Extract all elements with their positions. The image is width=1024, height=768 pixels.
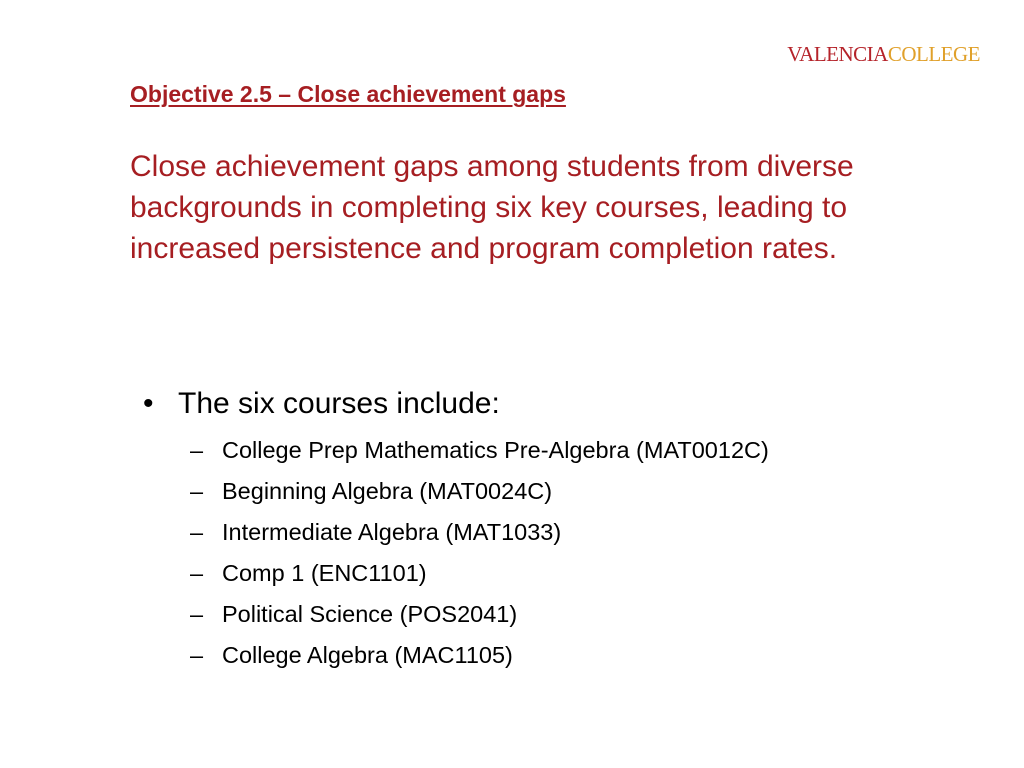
dash-icon: – <box>190 560 204 586</box>
dash-icon: – <box>190 601 204 627</box>
course-label: College Algebra (MAC1105) <box>222 642 513 668</box>
logo-text-college: COLLEGE <box>887 42 980 66</box>
valencia-college-logo <box>787 42 980 66</box>
bullet-icon: • <box>143 387 154 420</box>
course-label: Comp 1 (ENC1101) <box>222 560 427 586</box>
bullet-intro-text: The six courses include: <box>178 387 500 420</box>
course-item-pre-algebra <box>143 430 963 471</box>
course-item-comp-1 <box>143 553 963 594</box>
logo-text-valencia: VALENCIA <box>787 42 888 66</box>
course-label: College Prep Mathematics Pre-Algebra (MAT0012C) <box>222 437 769 463</box>
course-label: Beginning Algebra (MAT0024C) <box>222 478 553 504</box>
course-item-beginning-algebra <box>143 471 963 512</box>
dash-icon: – <box>190 437 204 463</box>
sublist-container <box>143 430 963 676</box>
slide-heading: Objective 2.5 – Close achievement gaps <box>130 81 566 107</box>
course-label: Political Science (POS2041) <box>222 601 518 627</box>
dash-icon: – <box>190 519 204 545</box>
dash-icon: – <box>190 478 204 504</box>
course-label: Intermediate Algebra (MAT1033) <box>222 519 562 545</box>
course-bullet-list <box>143 384 963 676</box>
dash-icon: – <box>190 642 204 668</box>
course-item-intermediate-algebra <box>143 512 963 553</box>
course-item-college-algebra <box>143 635 963 676</box>
course-sublist <box>143 430 963 676</box>
course-item-political-science <box>143 594 963 635</box>
objective-statement: Close achievement gaps among students from diverse backgrounds in completing six key courses, leading to increased persistence and program completion rates. <box>130 150 854 265</box>
bullet-item-intro <box>143 384 963 424</box>
